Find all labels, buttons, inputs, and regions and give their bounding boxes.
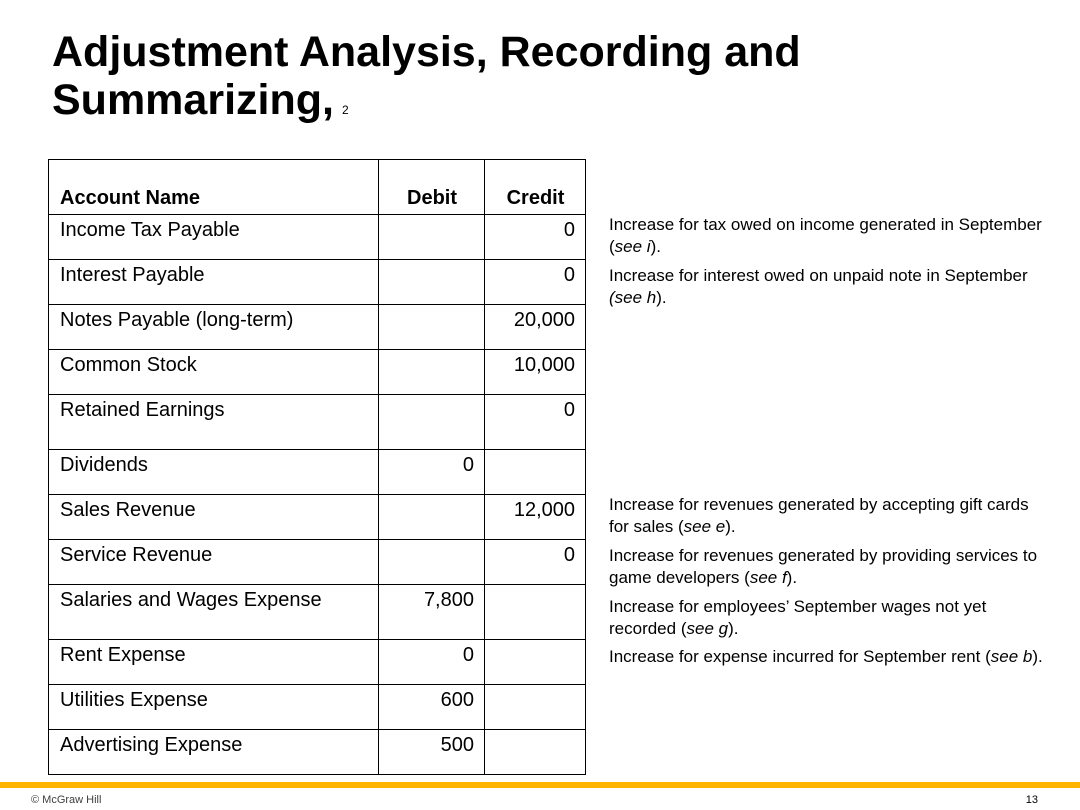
- slide-title-subscript: 2: [341, 103, 349, 117]
- note-text: Increase for tax owed on income generated in September (: [609, 215, 1042, 256]
- note-text-end: ).: [656, 288, 667, 307]
- header-credit: Credit: [485, 160, 586, 215]
- account-name-cell: Advertising Expense: [49, 730, 379, 775]
- credit-cell: 10,000: [485, 350, 586, 395]
- note-text: Increase for expense incurred for September rent (: [609, 647, 991, 666]
- table-row: [49, 540, 586, 585]
- note-salaries: [609, 596, 1049, 640]
- account-name-cell: Common Stock: [49, 350, 379, 395]
- note-text-end: ).: [1032, 647, 1043, 666]
- table-header-row: [49, 160, 586, 215]
- table-row: [49, 730, 586, 775]
- debit-cell: 0: [379, 450, 485, 495]
- table-row: [49, 450, 586, 495]
- table-row: [49, 215, 586, 260]
- table-row: [49, 495, 586, 540]
- note-text-end: ).: [786, 568, 798, 587]
- note-reference: see e: [683, 517, 726, 536]
- account-name-cell: Rent Expense: [49, 640, 379, 685]
- table-row: [49, 685, 586, 730]
- accounts-table: [48, 159, 586, 775]
- note-interest: [609, 265, 1049, 309]
- account-name-cell: Retained Earnings: [49, 395, 379, 450]
- slide-title-text: Adjustment Analysis, Recording and Summarizing,: [52, 28, 801, 124]
- debit-cell: [379, 395, 485, 450]
- note-text-end: ).: [725, 517, 736, 536]
- account-name-cell: Interest Payable: [49, 260, 379, 305]
- credit-cell: 0: [485, 540, 586, 585]
- note-text-end: ).: [728, 619, 739, 638]
- note-rent: [609, 646, 1049, 668]
- debit-cell: [379, 540, 485, 585]
- debit-cell: 7,800: [379, 585, 485, 640]
- header-account-name: Account Name: [49, 160, 379, 215]
- note-service-revenue: [609, 545, 1049, 589]
- table-row: [49, 305, 586, 350]
- table-row: [49, 640, 586, 685]
- account-name-cell: Salaries and Wages Expense: [49, 585, 379, 640]
- note-reference: see i: [614, 237, 651, 256]
- debit-cell: [379, 350, 485, 395]
- credit-cell: [485, 730, 586, 775]
- note-text: Increase for revenues generated by accepting gift cards for sales (: [609, 495, 1029, 536]
- credit-cell: 0: [485, 260, 586, 305]
- debit-cell: 500: [379, 730, 485, 775]
- account-name-cell: Notes Payable (long-term): [49, 305, 379, 350]
- account-name-cell: Service Revenue: [49, 540, 379, 585]
- note-text: Increase for employees’ September wages not yet recorded (: [609, 597, 987, 638]
- credit-cell: 12,000: [485, 495, 586, 540]
- table-row: [49, 350, 586, 395]
- note-reference: see g: [686, 619, 729, 638]
- account-name-cell: Utilities Expense: [49, 685, 379, 730]
- table-row: [49, 260, 586, 305]
- debit-cell: [379, 305, 485, 350]
- debit-cell: 600: [379, 685, 485, 730]
- note-text: Increase for interest owed on unpaid note in September: [609, 266, 1028, 285]
- note-income-tax: [609, 214, 1049, 258]
- note-text: Increase for revenues generated by providing services to game developers (: [609, 546, 1038, 587]
- note-reference: see b: [990, 647, 1033, 666]
- credit-cell: [485, 685, 586, 730]
- note-sales-revenue: [609, 494, 1049, 538]
- note-reference: (see h: [609, 288, 657, 307]
- debit-cell: [379, 260, 485, 305]
- debit-cell: 0: [379, 640, 485, 685]
- debit-cell: [379, 495, 485, 540]
- credit-cell: [485, 640, 586, 685]
- table-row: [49, 585, 586, 640]
- table-row: [49, 395, 586, 450]
- note-text-end: ).: [650, 237, 661, 256]
- credit-cell: [485, 450, 586, 495]
- credit-cell: 0: [485, 395, 586, 450]
- header-debit: Debit: [379, 160, 485, 215]
- credit-cell: [485, 585, 586, 640]
- credit-cell: 20,000: [485, 305, 586, 350]
- credit-cell: 0: [485, 215, 586, 260]
- account-name-cell: Income Tax Payable: [49, 215, 379, 260]
- debit-cell: [379, 215, 485, 260]
- footer-accent-bar: [0, 782, 1080, 788]
- slide-title: [52, 28, 952, 134]
- account-name-cell: Dividends: [49, 450, 379, 495]
- account-name-cell: Sales Revenue: [49, 495, 379, 540]
- page-number: 13: [1025, 794, 1038, 806]
- copyright-text: © McGraw Hill: [31, 794, 102, 806]
- note-reference: see f: [749, 568, 787, 587]
